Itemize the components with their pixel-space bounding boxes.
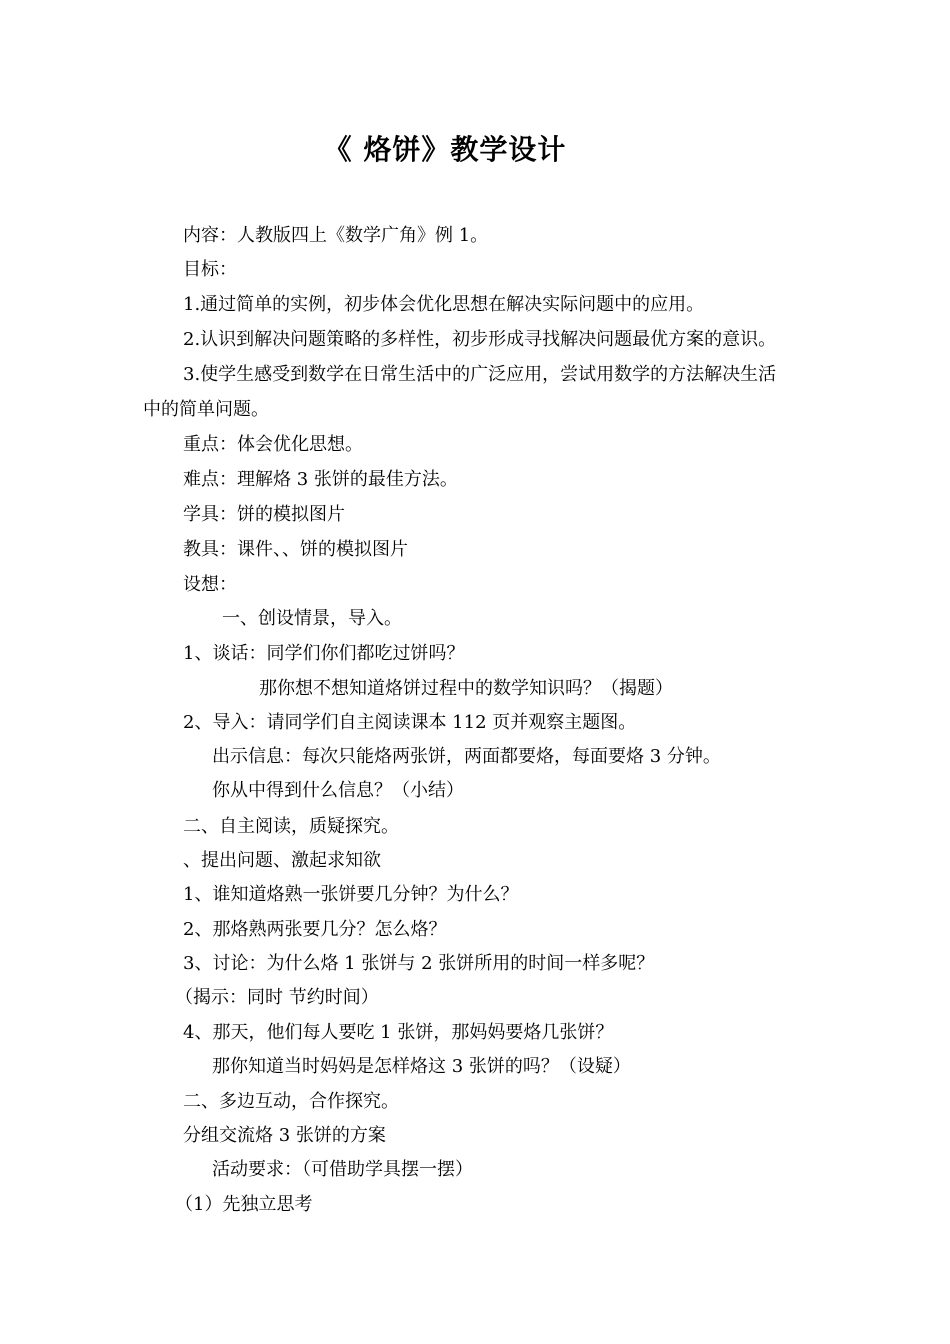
text-line: 分组交流烙 3 张饼的方案 [183,1125,386,1146]
text-line: 、提出问题、激起求知欲 [183,850,381,871]
text-line: 中的简单问题。 [143,399,269,420]
text-line: 1、谁知道烙熟一张饼要几分钟？为什么？ [183,884,519,905]
text-line: 二、自主阅读，质疑探究。 [183,816,399,837]
text-line: 内容：人教版四上《数学广角》例 1。 [183,225,489,246]
text-line: 3.使学生感受到数学在日常生活中的广泛应用，尝试用数学的方法解决生活 [183,364,777,385]
text-line: 你从中得到什么信息？（小结） [212,780,464,801]
text-line: 4、那天，他们每人要吃 1 张饼，那妈妈要烙几张饼？ [183,1022,614,1043]
text-line: 学具：饼的模拟图片 [183,504,345,525]
text-line: 目标： [183,259,237,280]
text-line: 那你知道当时妈妈是怎样烙这 3 张饼的吗？（设疑） [212,1056,631,1077]
text-line: 教具：课件、、饼的模拟图片 [183,539,408,560]
text-line: 那你想不想知道烙饼过程中的数学知识吗？（揭题） [259,678,673,699]
text-line: 二、多边互动，合作探究。 [183,1091,399,1112]
text-line: 2、导入：请同学们自主阅读课本 112 页并观察主题图。 [183,712,637,733]
text-line: （揭示：同时 节约时间） [175,987,379,1008]
text-line: 2、那烙熟两张要几分？怎么烙？ [183,919,447,940]
text-line: 1、谈话：同学们你们都吃过饼吗？ [183,643,465,664]
text-line: 1.通过简单的实例，初步体会优化思想在解决实际问题中的应用。 [183,294,705,315]
document-title: 《 烙饼》教学设计 [323,133,567,166]
text-line: 出示信息：每次只能烙两张饼，两面都要烙，每面要烙 3 分钟。 [212,746,721,767]
text-line: 设想： [183,574,237,595]
text-line: 活动要求：（可借助学具摆一摆） [212,1159,473,1180]
text-line: 3、讨论：为什么烙 1 张饼与 2 张饼所用的时间一样多呢？ [183,953,655,974]
text-line: 2.认识到解决问题策略的多样性，初步形成寻找解决问题最优方案的意识。 [183,329,777,350]
text-line: 重点：体会优化思想。 [183,434,363,455]
text-line: （1）先独立思考 [175,1194,313,1215]
text-line: 难点：理解烙 3 张饼的最佳方法。 [183,469,458,490]
text-line: 一、创设情景，导入。 [222,608,402,629]
